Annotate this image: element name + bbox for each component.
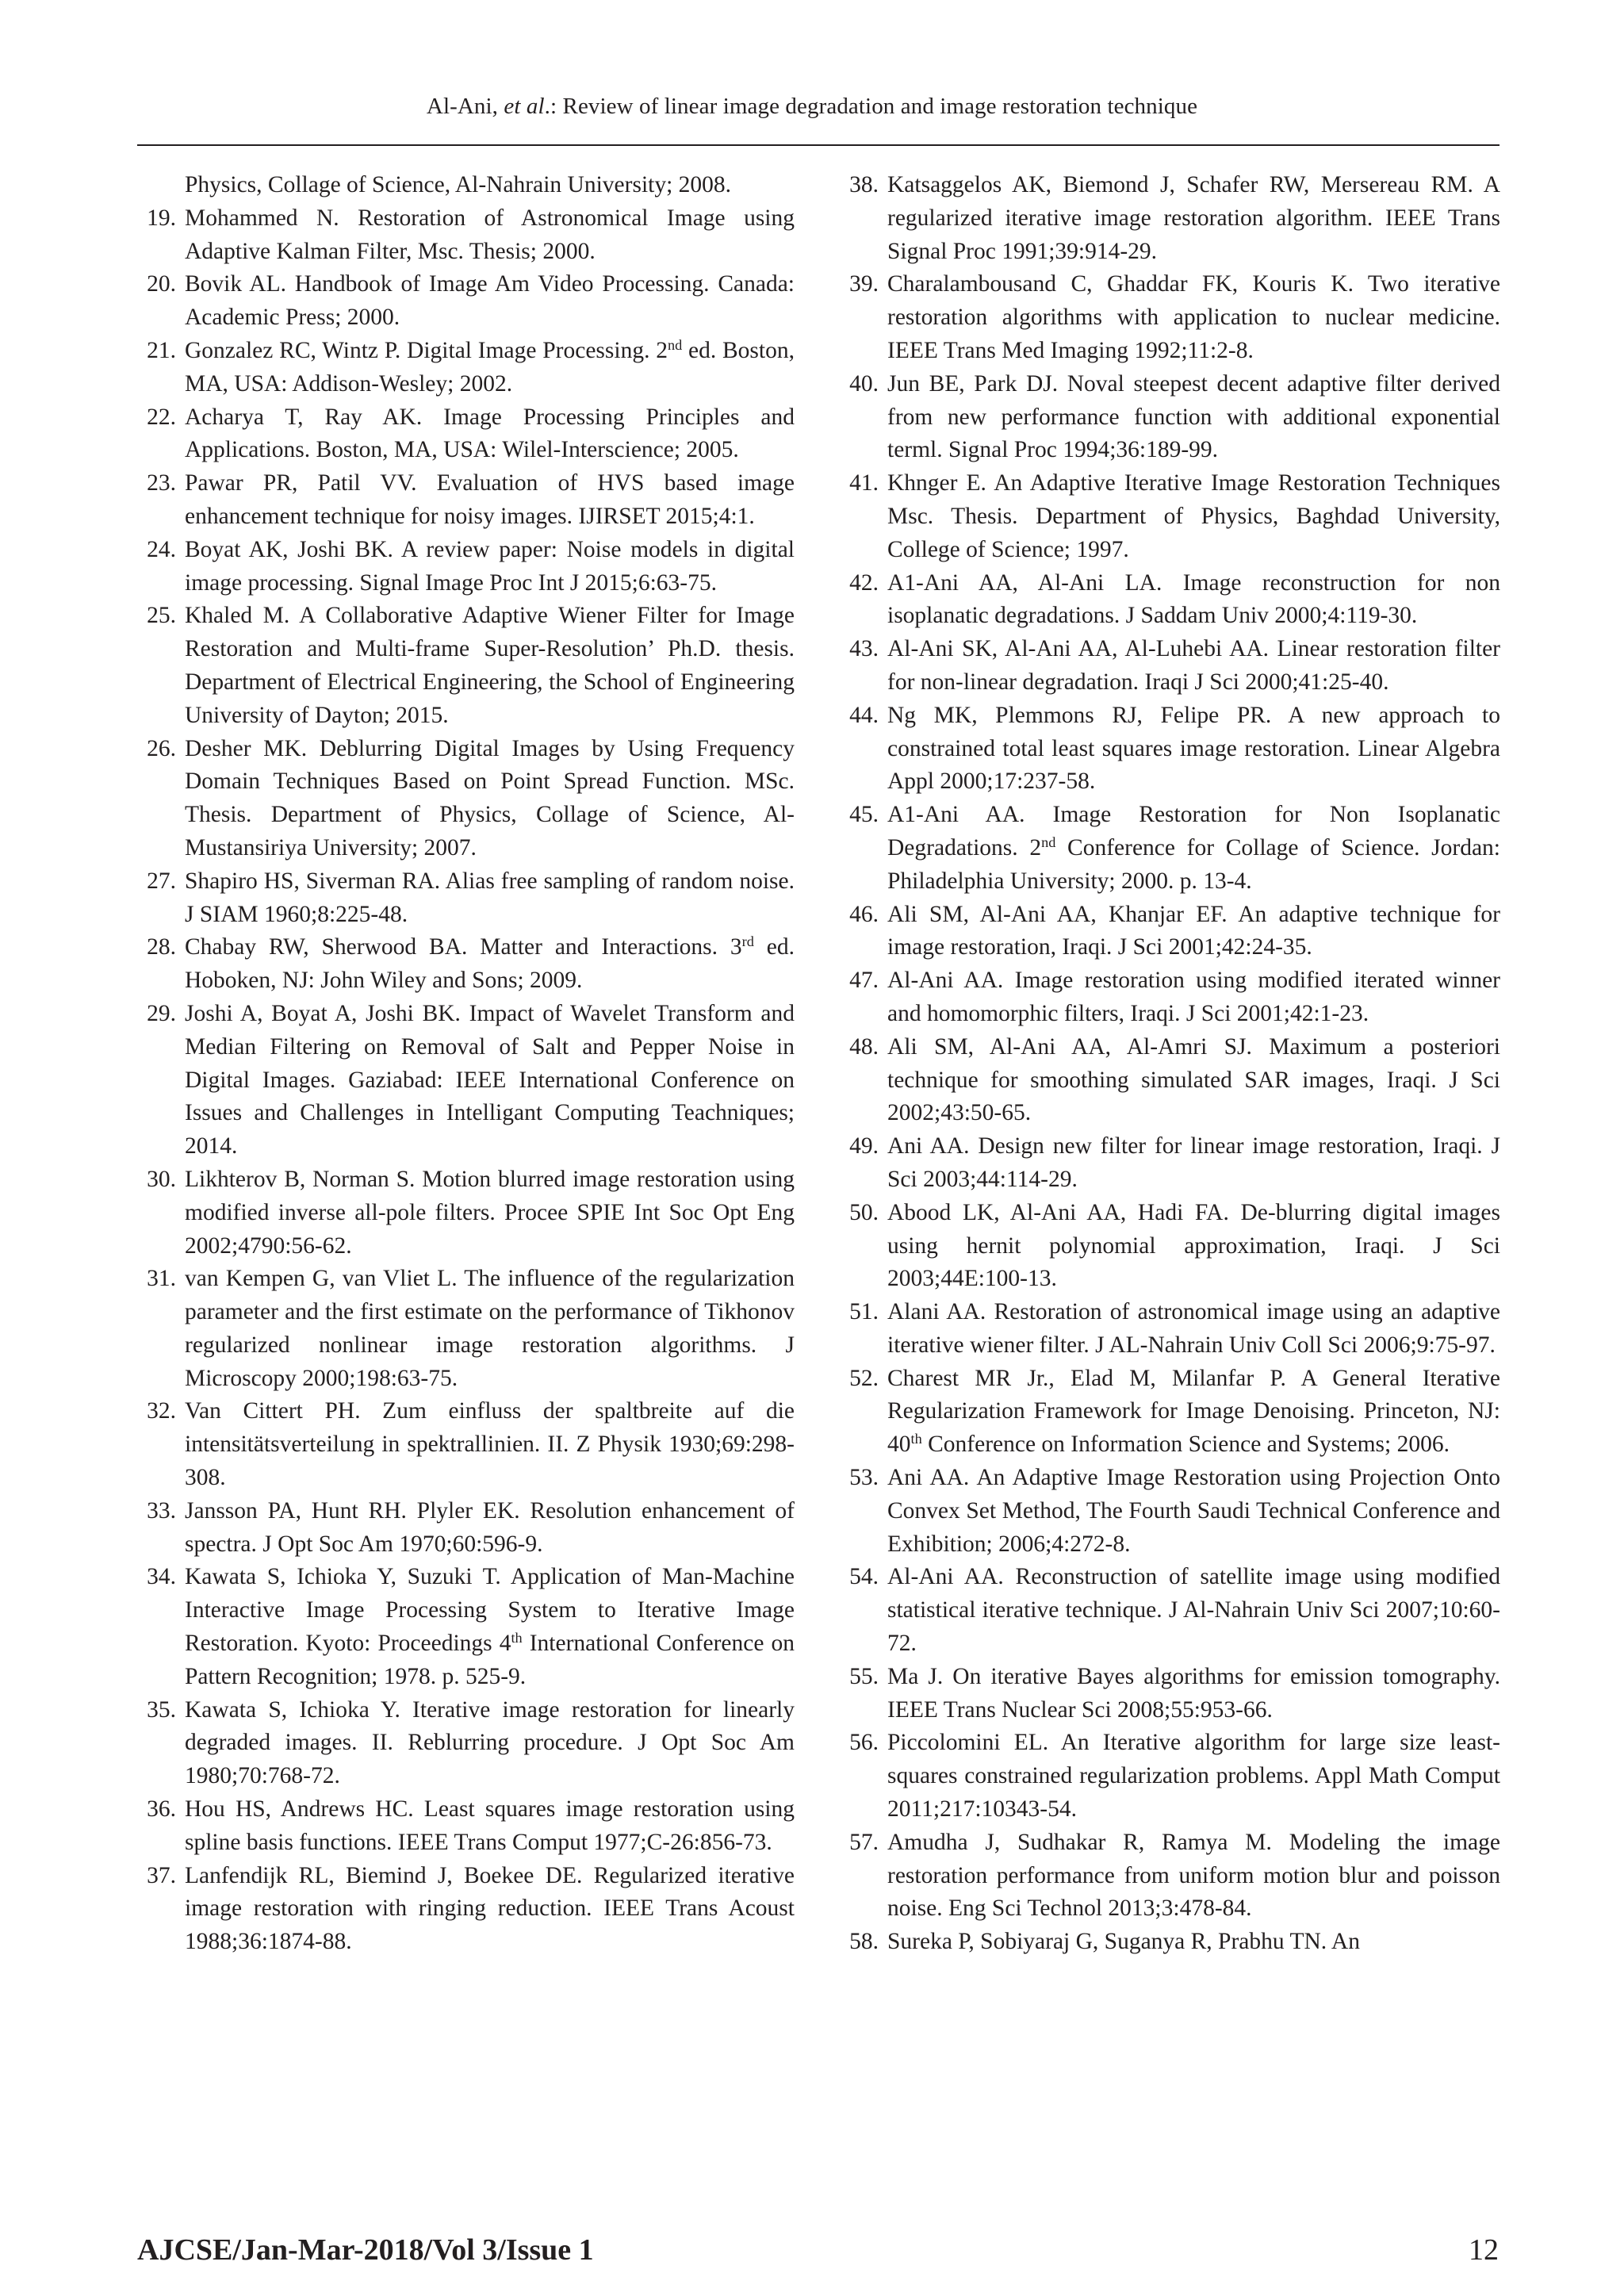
footer-journal: AJCSE/Jan-Mar-2018/Vol 3/Issue 1 [137,2233,594,2267]
reference-item [842,1926,1500,1959]
reference-item [140,268,795,335]
reference-number: 58. [849,1929,879,1955]
reference-number: 37. [147,1862,176,1888]
reference-number: 31. [147,1266,176,1292]
reference-number: 29. [147,1000,176,1026]
reference-item [140,1263,795,1395]
reference-text: Joshi A, Boyat A, Joshi BK. Impact of Wavelet Transform and Median Filtering on Removal of Salt and Pepper Noise in Digital Images. Gaziabad: IEEE International Conference on Issues and Challenges in Intelligant Computing Teachniques; 2014. [185,1000,795,1159]
reference-item [140,733,795,865]
reference-item [842,1462,1500,1561]
reference-text: A1-Ani AA, Al-Ani LA. Image reconstruction for non isoplanatic degradations. J Saddam Univ 2000;4:119-30. [887,569,1500,629]
reference-number: 57. [849,1829,879,1855]
header-rule [137,144,1500,146]
reference-number: 20. [147,271,176,297]
reference-text: van Kempen G, van Vliet L. The influence of the regularization parameter and the first estimate on the performance of Tikhonov regularized nonlinear image restoration algorithms. J Microscopy 2000;198:63-75. [185,1266,795,1391]
reference-number: 53. [849,1465,879,1491]
reference-number: 56. [849,1730,879,1756]
reference-text: Lanfendijk RL, Biemind J, Boekee DE. Regularized iterative image restoration with ringing reduction. IEEE Trans Acoust 1988;36:1874-88. [185,1862,795,1955]
running-head [0,94,1624,120]
reference-item [140,335,795,401]
reference-number: 22. [147,404,176,430]
reference-text: Pawar PR, Patil VV. Evaluation of HVS based image enhancement technique for noisy images. IJIRSET 2015;4:1. [185,470,795,529]
header-title: .: Review of linear image degradation and image restoration technique [544,94,1198,119]
reference-item [842,1727,1500,1826]
reference-number: 45. [849,802,879,828]
reference-text: Boyat AK, Joshi BK. A review paper: Noise models in digital image processing. Signal Image Proc Int J 2015;6:63-75. [185,536,795,596]
reference-text: Ali SM, Al-Ani AA, Khanjar EF. An adaptive technique for image restoration, Iraqi. J Sci 2001;42:24-35. [887,901,1500,960]
reference-text: Al-Ani AA. Image restoration using modified iterated winner and homomorphic filters, Iraqi. J Sci 2001;42:1-23. [887,968,1500,1026]
reference-text: Physics, Collage of Science, Al-Nahrain University; 2008. [185,172,732,197]
reference-item [140,931,795,998]
reference-text: Chabay RW, Sherwood BA. Matter and Interactions. 3rd ed. Hoboken, NJ: John Wiley and Sons; 2009. [185,933,795,994]
references-right-column [842,169,1500,1959]
reference-item [842,700,1500,799]
reference-number: 51. [849,1299,879,1325]
reference-text: Khaled M. A Collaborative Adaptive Wiener Filter for Image Restoration and Multi-frame Super-Resolution’ Ph.D. thesis. Department of Electrical Engineering, the School of Engineering University of Dayton; 2015. [185,603,795,728]
reference-number: 28. [147,934,176,960]
reference-item [140,1163,795,1263]
reference-item [140,1495,795,1562]
reference-text: Ani AA. An Adaptive Image Restoration using Projection Onto Convex Set Method, The Fourth Saudi Technical Conference and Exhibition; 2006;4:272-8. [887,1465,1500,1557]
footer-page-number: 12 [1469,2233,1499,2267]
reference-text: Abood LK, Al-Ani AA, Hadi FA. De-blurring digital images using hernit polynomial approximation, Iraqi. J Sci 2003;44E:100-13. [887,1199,1500,1292]
reference-number: 24. [147,536,176,562]
reference-text: Piccolomini EL. An Iterative algorithm for large size least-squares constrained regularization problems. Appl Math Comput 2011;217:10343-54. [887,1730,1500,1823]
reference-item [842,964,1500,1031]
reference-text: Khnger E. An Adaptive Iterative Image Restoration Techniques Msc. Thesis. Department of Physics, Baghdad University, College of Science; 1997. [887,470,1500,562]
reference-item [842,1130,1500,1197]
reference-number: 46. [849,901,879,927]
reference-text: Jun BE, Park DJ. Noval steepest decent adaptive filter derived from new performance function with additional exponential terml. Signal Proc 1994;36:189-99. [887,370,1500,463]
reference-number: 35. [147,1696,176,1723]
reference-item [140,1561,795,1693]
reference-item [140,600,795,732]
reference-number: 50. [849,1199,879,1225]
reference-item [842,567,1500,634]
reference-number: 34. [147,1564,176,1590]
reference-number: 41. [849,470,879,496]
reference-item [842,1031,1500,1130]
reference-number: 19. [147,205,176,231]
reference-item [140,998,795,1163]
reference-item [140,1860,795,1959]
reference-number: 49. [849,1133,879,1159]
reference-number: 21. [147,337,176,363]
reference-number: 32. [147,1398,176,1424]
reference-item [842,1561,1500,1660]
reference-number: 52. [849,1365,879,1391]
reference-item [842,1826,1500,1926]
reference-text: Kawata S, Ichioka Y, Suzuki T. Application of Man-Machine Interactive Image Processing System to Iterative Image Restoration. Kyoto: Proceedings 4th International Conference on Pattern Recognition; 1978. p. 525-9. [185,1564,795,1689]
reference-item [140,534,795,600]
reference-number: 25. [147,603,176,629]
reference-number: 38. [849,172,879,197]
reference-number: 44. [849,702,879,728]
reference-text: Hou HS, Andrews HC. Least squares image restoration using spline basis functions. IEEE Trans Comput 1977;C-26:856-73. [185,1796,795,1855]
reference-item [842,467,1500,566]
reference-text: Amudha J, Sudhakar R, Ramya M. Modeling the image restoration performance from uniform motion blur and poisson noise. Eng Sci Technol 2013;3:478-84. [887,1829,1500,1922]
reference-text: Al-Ani AA. Reconstruction of satellite image using modified statistical iterative technique. J Al-Nahrain Univ Sci 2007;10:60-72. [887,1564,1500,1657]
reference-text: Ani AA. Design new filter for linear image restoration, Iraqi. J Sci 2003;44:114-29. [887,1133,1500,1192]
reference-item [842,368,1500,467]
reference-text: A1-Ani AA. Image Restoration for Non Isoplanatic Degradations. 2nd Conference for Collage of Science. Jordan: Philadelphia University; 2000. p. 13-4. [887,802,1500,894]
reference-text: Sureka P, Sobiyaraj G, Suganya R, Prabhu TN. An [887,1929,1360,1955]
reference-text: Mohammed N. Restoration of Astronomical Image using Adaptive Kalman Filter, Msc. Thesis; 2000. [185,205,795,264]
reference-item [842,633,1500,700]
reference-text: Ma J. On iterative Bayes algorithms for emission tomography. IEEE Trans Nuclear Sci 2008;55:953-66. [887,1663,1500,1723]
reference-item [842,1296,1500,1363]
header-etal: et al [504,94,545,119]
reference-text: Al-Ani SK, Al-Ani AA, Al-Luhebi AA. Linear restoration filter for non-linear degradation. Iraqi J Sci 2000;41:25-40. [887,636,1500,695]
reference-text: Likhterov B, Norman S. Motion blurred image restoration using modified inverse all-pole filters. Procee SPIE Int Soc Opt Eng 2002;4790:56-62. [185,1166,795,1259]
reference-number: 48. [849,1033,879,1060]
reference-item [140,1793,795,1860]
reference-number: 39. [849,271,879,297]
reference-item [842,1363,1500,1462]
reference-item [140,1694,795,1793]
reference-number: 40. [849,370,879,397]
reference-number: 55. [849,1663,879,1689]
reference-item [140,169,795,202]
reference-item [140,865,795,932]
reference-number: 30. [147,1166,176,1192]
reference-text: Charest MR Jr., Elad M, Milanfar P. A General Iterative Regularization Framework for Image Denoising. Princeton, NJ: 40th Conference on Information Science and Systems; 2006. [887,1365,1500,1458]
reference-text: Bovik AL. Handbook of Image Am Video Processing. Canada: Academic Press; 2000. [185,271,795,331]
reference-text: Katsaggelos AK, Biemond J, Schafer RW, Mersereau RM. A regularized iterative image restoration algorithm. IEEE Trans Signal Proc 1991;39:914-29. [887,172,1500,264]
header-authors: Al-Ani, [426,94,504,119]
reference-item [842,899,1500,965]
reference-text: Jansson PA, Hunt RH. Plyler EK. Resolution enhancement of spectra. J Opt Soc Am 1970;60:596-9. [185,1497,795,1557]
reference-text: Gonzalez RC, Wintz P. Digital Image Processing. 2nd ed. Boston, MA, USA: Addison-Wesley; 2002. [185,336,795,397]
reference-text: Van Cittert PH. Zum einfluss der spaltbreite auf die intensitätsverteilung in spektrallinien. II. Z Physik 1930;69:298-308. [185,1398,795,1491]
reference-text: Desher MK. Deblurring Digital Images by Using Frequency Domain Techniques Based on Point Spread Function. MSc. Thesis. Department of Physics, Collage of Science, Al-Mustansiriya University; 2007. [185,735,795,861]
reference-item [842,268,1500,367]
reference-number: 43. [849,636,879,662]
reference-number: 26. [147,735,176,761]
reference-text: Alani AA. Restoration of astronomical image using an adaptive iterative wiener filter. J AL-Nahrain Univ Coll Sci 2006;9:75-97. [887,1299,1500,1358]
reference-number: 47. [849,968,879,994]
reference-text: Ali SM, Al-Ani AA, Al-Amri SJ. Maximum a posteriori technique for smoothing simulated SAR images, Iraqi. J Sci 2002;43:50-65. [887,1033,1500,1126]
reference-item [140,401,795,468]
reference-item [140,467,795,534]
references-left-column [140,169,795,1959]
reference-number: 42. [849,569,879,596]
reference-item [140,202,795,269]
reference-item [842,1661,1500,1727]
reference-number: 54. [849,1564,879,1590]
reference-item [140,1395,795,1494]
reference-item [842,799,1500,898]
reference-text: Kawata S, Ichioka Y. Iterative image restoration for linearly degraded images. II. Reblurring procedure. J Opt Soc Am 1980;70:768-72. [185,1696,795,1789]
reference-text: Shapiro HS, Siverman RA. Alias free sampling of random noise. J SIAM 1960;8:225-48. [185,868,795,927]
reference-number: 33. [147,1497,176,1524]
reference-item [842,169,1500,268]
reference-number: 23. [147,470,176,496]
reference-number: 27. [147,868,176,894]
reference-number: 36. [147,1796,176,1823]
reference-text: Ng MK, Plemmons RJ, Felipe PR. A new approach to constrained total least squares image restoration. Linear Algebra Appl 2000;17:237-58. [887,702,1500,795]
reference-item [842,1197,1500,1296]
reference-text: Acharya T, Ray AK. Image Processing Principles and Applications. Boston, MA, USA: Wilel-Interscience; 2005. [185,404,795,463]
reference-text: Charalambousand C, Ghaddar FK, Kouris K. Two iterative restoration algorithms with application to nuclear medicine. IEEE Trans Med Imaging 1992;11:2-8. [887,271,1500,363]
